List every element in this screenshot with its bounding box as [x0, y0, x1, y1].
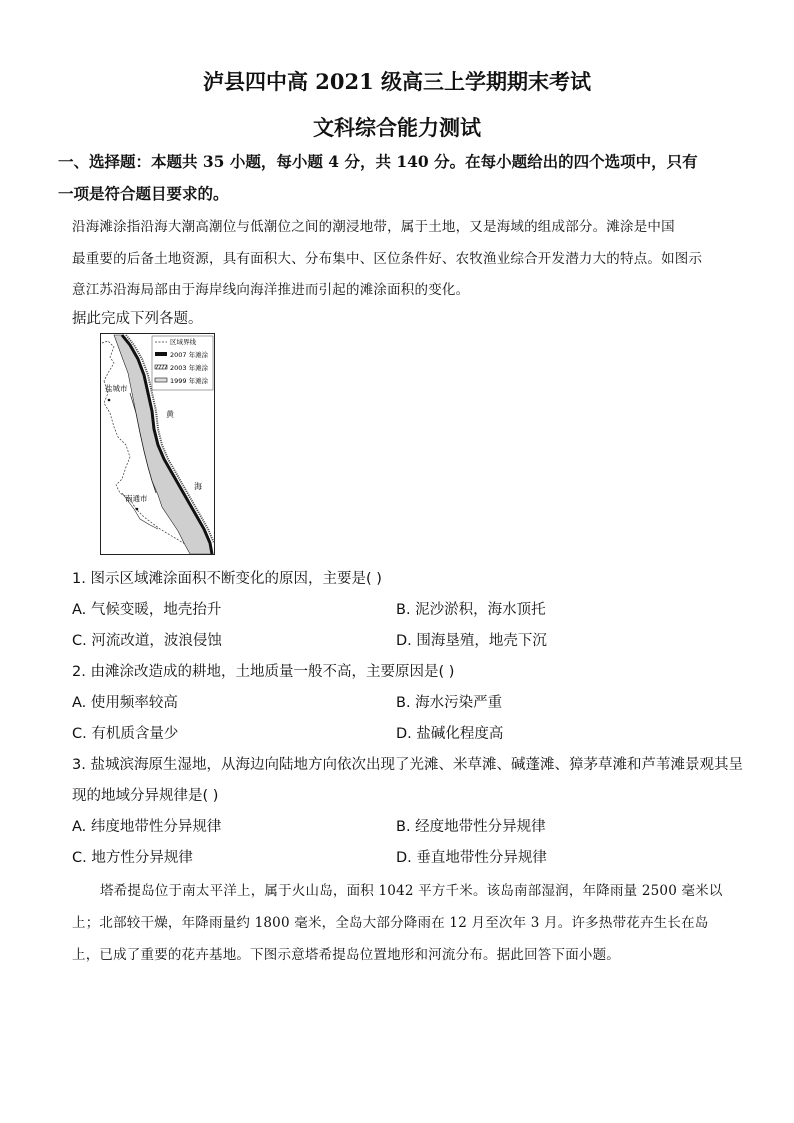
- passage2-line2: 上；北部较干燥，年降雨量约 1800 毫米，全岛大部分降雨在 12 月至次年 3 月。许多热带花卉生长在岛: [72, 915, 709, 931]
- coastal-tidal-flat-map: [100, 333, 215, 555]
- question-2-option-d[interactable]: D. 盐碱化程度高: [396, 726, 504, 742]
- legend-boundary: 区域界线: [170, 338, 196, 346]
- city-nantong-label: 南通市: [125, 494, 148, 503]
- question-1-stem: 1. 图示区域滩涂面积不断变化的原因，主要是( ): [72, 571, 382, 587]
- passage1-line3: 意江苏沿海局部由于海岸线向海洋推进而引起的滩涂面积的变化。: [72, 282, 470, 298]
- question-3-stem-line2: 现的地域分异规律是( ): [72, 788, 219, 804]
- passage1-prompt: 据此完成下列各题。: [72, 311, 203, 327]
- question-2-option-c[interactable]: C. 有机质含量少: [72, 726, 179, 742]
- question-3-option-c[interactable]: C. 地方性分异规律: [72, 850, 193, 866]
- legend-2007: 2007 年滩涂: [170, 351, 209, 359]
- exam-title: 泸县四中高 2021 级高三上学期期末考试: [202, 69, 592, 94]
- question-1-option-b[interactable]: B. 泥沙淤积，海水顶托: [396, 602, 546, 618]
- question-3-option-a[interactable]: A. 纬度地带性分异规律: [72, 819, 222, 835]
- passage2-line1: 塔希提岛位于南太平洋上，属于火山岛，面积 1042 平方千米。该岛南部湿润，年降雨量 2500 毫米以: [100, 883, 723, 899]
- question-3-option-b[interactable]: B. 经度地带性分异规律: [396, 819, 546, 835]
- legend-1999: 1999 年滩涂: [170, 377, 209, 385]
- question-2-option-a[interactable]: A. 使用频率较高: [72, 695, 178, 711]
- question-1-option-a[interactable]: A. 气候变暖，地壳抬升: [72, 602, 222, 618]
- passage1-line1: 沿海滩涂指沿海大潮高潮位与低潮位之间的潮浸地带，属于土地，又是海域的组成部分。滩涂是中国: [72, 219, 675, 235]
- legend-2003: 2003 年滩涂: [170, 364, 209, 372]
- question-2-stem: 2. 由滩涂改造成的耕地，土地质量一般不高，主要原因是( ): [72, 664, 455, 680]
- question-3-option-d[interactable]: D. 垂直地带性分异规律: [396, 850, 547, 866]
- sea-label-huang: 黄: [166, 410, 174, 419]
- sea-label-hai: 海: [194, 482, 202, 491]
- question-3-stem-line1: 3. 盐城滨海原生湿地，从海边向陆地方向依次出现了光滩、米草滩、碱蓬滩、獐茅草滩和芦苇滩景观其呈: [72, 757, 743, 773]
- exam-subtitle: 文科综合能力测试: [313, 115, 481, 140]
- section-instructions-line2: 一项是符合题目要求的。: [58, 184, 229, 203]
- question-1-option-c[interactable]: C. 河流改道，波浪侵蚀: [72, 633, 222, 649]
- city-yancheng-dot: [108, 399, 111, 402]
- passage1-line2: 最重要的后备土地资源，具有面积大、分布集中、区位条件好、农牧渔业综合开发潜力大的特点。如图示: [72, 251, 703, 267]
- question-2-option-b[interactable]: B. 海水污染严重: [396, 695, 503, 711]
- passage2-line3: 上，已成了重要的花卉基地。下图示意塔希提岛位置地形和河流分布。据此回答下面小题。: [72, 947, 620, 963]
- city-yancheng-label: 盐城市: [105, 384, 128, 393]
- question-1-option-d[interactable]: D. 围海垦殖，地壳下沉: [396, 633, 547, 649]
- section-instructions-line1: 一、选择题：本题共 35 小题，每小题 4 分，共 140 分。在每小题给出的四个选项中，只有: [58, 152, 698, 171]
- city-nantong-dot: [136, 508, 139, 511]
